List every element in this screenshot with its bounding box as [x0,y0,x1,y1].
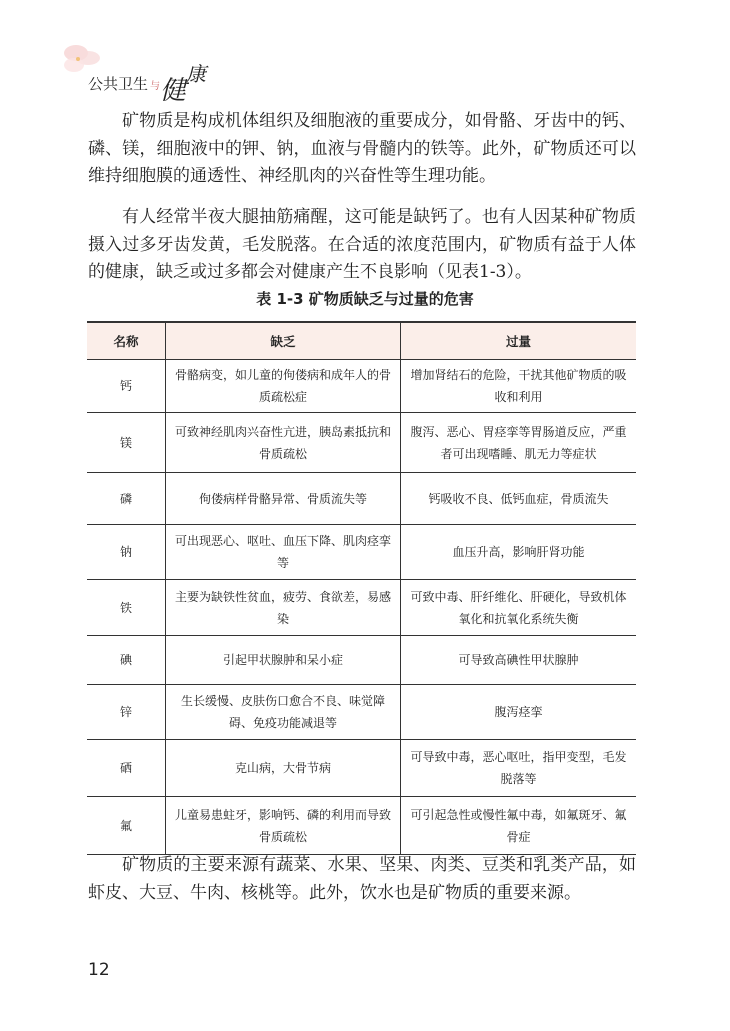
excess-cell: 腹泻、恶心、胃痉挛等胃肠道反应，严重者可出现嗜睡、肌无力等症状 [401,413,637,473]
series-title-jian: 健 [160,76,187,106]
deficiency-cell: 儿童易患蛀牙，影响钙、磷的利用而导致骨质疏松 [166,797,401,855]
excess-cell: 血压升高，影响肝肾功能 [401,525,637,580]
paragraph-2: 有人经常半夜大腿抽筋痛醒，这可能是缺钙了。也有人因某种矿物质摄入过多牙齿发黄，毛发脱落。在合适的浓度范围内，矿物质有益于人体的健康，缺乏或过多都会对健康产生不良影响（见表1-3）。 [88,207,636,282]
header-excess: 过量 [401,322,637,360]
paragraph-1: 矿物质是构成机体组织及细胞液的重要成分，如骨骼、牙齿中的钙、磷、镁，细胞液中的钾、钠，血液与骨髓内的铁等。此外，矿物质还可以维持细胞膜的通透性、神经肌肉的兴奋性等生理功能。 [88,111,636,186]
mineral-name: 锌 [87,685,166,740]
table-row [87,473,636,525]
table-row [87,740,636,797]
deficiency-cell: 佝偻病样骨骼异常、骨质流失等 [166,473,401,525]
deficiency-cell: 引起甲状腺肿和呆小症 [166,636,401,685]
excess-cell: 可引起急性或慢性氟中毒，如氟斑牙、氟骨症 [401,797,637,855]
table-row [87,580,636,636]
mineral-name: 镁 [87,413,166,473]
table-row [87,360,636,413]
deficiency-cell: 克山病，大骨节病 [166,740,401,797]
table-row [87,797,636,855]
mineral-name: 氟 [87,797,166,855]
deficiency-cell: 生长缓慢、皮肤伤口愈合不良、味觉障碍、免疫功能减退等 [166,685,401,740]
header-name: 名称 [87,322,166,360]
excess-cell: 钙吸收不良、低钙血症，骨质流失 [401,473,637,525]
table-row [87,413,636,473]
page-number: 12 [88,960,110,980]
deficiency-cell: 可致神经肌肉兴奋性亢进，胰岛素抵抗和骨质疏松 [166,413,401,473]
header-deficiency: 缺乏 [166,322,401,360]
table-row [87,525,636,580]
mineral-name: 钙 [87,360,166,413]
mineral-name: 磷 [87,473,166,525]
mineral-name: 碘 [87,636,166,685]
table-caption: 表 1-3 矿物质缺乏与过量的危害 [256,290,474,308]
minerals-table [87,321,636,855]
table-row [87,685,636,740]
excess-cell: 可致中毒、肝纤维化、肝硬化，导致机体氧化和抗氧化系统失衡 [401,580,637,636]
series-title-kang: 康 [186,62,207,86]
series-title-yu: 与 [150,81,161,92]
deficiency-cell: 主要为缺铁性贫血，疲劳、食欲差，易感染 [166,580,401,636]
deficiency-cell: 可出现恶心、呕吐、血压下降、肌肉痉挛等 [166,525,401,580]
deficiency-cell: 骨骼病变，如儿童的佝偻病和成年人的骨质疏松症 [166,360,401,413]
mineral-name: 铁 [87,580,166,636]
closing-paragraph: 矿物质的主要来源有蔬菜、水果、坚果、肉类、豆类和乳类产品，如虾皮、大豆、牛肉、核桃等。此外，饮水也是矿物质的重要来源。 [88,855,636,903]
excess-cell: 腹泻痉挛 [401,685,637,740]
excess-cell: 可导致高碘性甲状腺肿 [401,636,637,685]
mineral-name: 钠 [87,525,166,580]
mineral-name: 硒 [87,740,166,797]
table-header-row [87,322,636,360]
table-row [87,636,636,685]
excess-cell: 增加肾结石的危险，干扰其他矿物质的吸收和利用 [401,360,637,413]
excess-cell: 可导致中毒，恶心呕吐，指甲变型，毛发脱落等 [401,740,637,797]
running-header [88,60,207,106]
series-title: 公共卫生 [88,75,149,93]
